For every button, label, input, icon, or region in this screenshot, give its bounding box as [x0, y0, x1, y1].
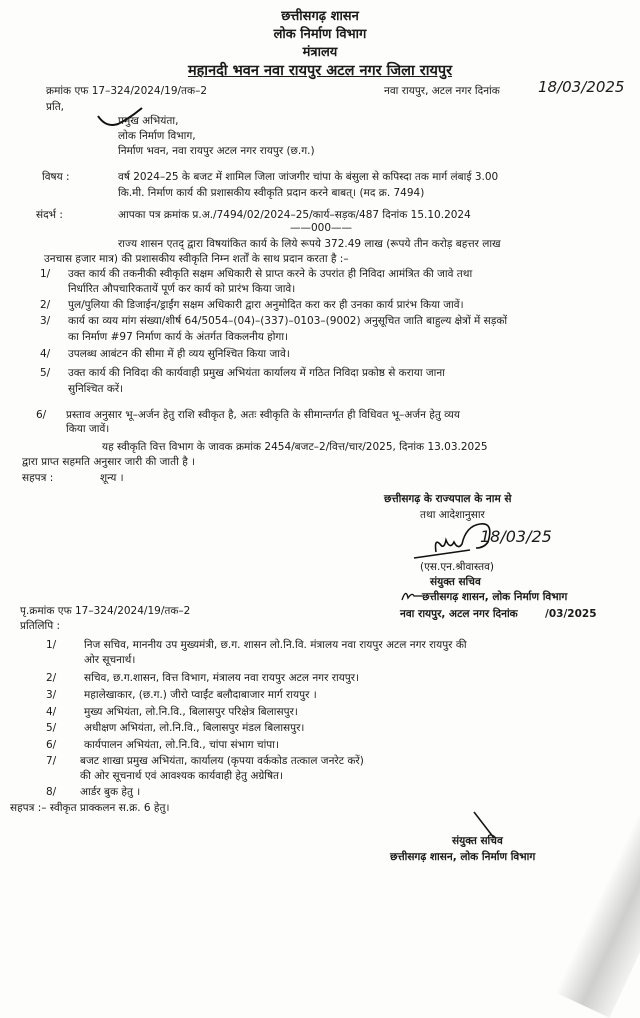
- condition-text: कार्य का व्यय मांग संख्या/शीर्ष 64/5054–(04)–(337)–0103–(9002) अनुसूचित जाति बाहुल्य क्षेत्रों में सड़कों: [68, 315, 508, 327]
- body-intro-2: उनचास हजार मात्र) की प्रशासकीय स्वीकृति निम्न शर्तों के साथ प्रदान करता है :–: [44, 253, 349, 265]
- reference-label: संदर्भ :: [36, 209, 63, 221]
- to-line-2: लोक निर्माण विभाग,: [118, 130, 196, 142]
- copy-recipient: अधीक्षण अभियंता, लो.नि.वि., बिलासपुर मंडल बिलासपुर।: [84, 722, 305, 734]
- condition-text: उक्त कार्य की तकनीकी स्वीकृति सक्षम अधिकारी से प्राप्त करने के उपरांत ही निविदा आमंत्रित की जावे तथा: [68, 268, 473, 280]
- signatory-date: /03/2025: [545, 608, 597, 620]
- to-line-1: प्रमुख अभियंता,: [118, 115, 179, 127]
- copy-number: 8/: [46, 786, 57, 798]
- signatory-dept: छत्तीसगढ़ शासन, लोक निर्माण विभाग: [422, 591, 568, 603]
- header-ministry: मंत्रालय: [302, 45, 338, 60]
- copy-number: 7/: [46, 755, 57, 767]
- copy-number: 3/: [46, 689, 57, 701]
- order-date: 18/03/2025: [538, 78, 625, 96]
- finance-note-2: द्वारा प्राप्त सहमति अनुसार जारी की जाती है ।: [22, 456, 196, 468]
- reference-text: आपका पत्र क्रमांक प्र.अ./7494/02/2024–25/कार्य–सड़क/487 दिनांक 15.10.2024: [118, 209, 471, 221]
- signatory-designation: संयुक्त सचिव: [430, 576, 481, 588]
- condition-number: 6/: [36, 409, 47, 421]
- header-govt: छत्तीसगढ़ शासन: [281, 9, 359, 24]
- condition-text-cont: का निर्माण #97 निर्माण कार्य के अंतर्गत विकलनीय होगा।: [68, 331, 289, 343]
- copy-recipient: बजट शाखा प्रमुख अभियंता, कार्यालय (कृपया वर्ककोड तत्काल जनरेट करें): [80, 755, 364, 767]
- copy-label: प्रतिलिपि :: [20, 620, 61, 632]
- finance-note-1: यह स्वीकृति वित्त विभाग के जावक क्रमांक 2454/बजट–2/वित्त/चार/2025, दिनांक 13.03.2025: [102, 441, 488, 453]
- condition-text-cont: निर्धारित औपचारिकतायें पूर्ण कर कार्य को प्रारंभ किया जावे।: [68, 283, 296, 295]
- copy-recipient: आर्डर बुक हेतु ।: [80, 786, 141, 798]
- footer-dept: छत्तीसगढ़ शासन, लोक निर्माण विभाग: [390, 851, 536, 863]
- to-line-3: निर्माण भवन, नवा रायपुर अटल नगर रायपुर (छ.ग.): [118, 145, 315, 157]
- condition-text: उपलब्ध आबंटन की सीमा में ही व्यय सुनिश्चित किया जावे।: [68, 348, 290, 360]
- signature-order: तथा आदेशानुसार: [420, 509, 485, 521]
- condition-number: 2/: [40, 299, 51, 311]
- condition-text-cont: सुनिश्चित करें।: [68, 383, 124, 395]
- signature-on-behalf: छत्तीसगढ़ के राज्यपाल के नाम से: [384, 493, 512, 505]
- body-intro-1: राज्य शासन एतद् द्वारा विषयांकित कार्य के लिये रूपये 372.49 लाख (रूपये तीन करोड़ बहत्तर लाख: [118, 238, 501, 250]
- to-label: प्रति,: [46, 101, 65, 113]
- condition-text: प्रस्ताव अनुसार भू–अर्जन हेतु राशि स्वीकृत है, अतः स्वीकृति के सीमान्तर्गत ही विधिवत भू–अर्जन हेतु व्यय: [66, 409, 460, 421]
- copy-recipient-cont: ओर सूचनार्थ।: [84, 654, 136, 666]
- header-department: लोक निर्माण विभाग: [273, 27, 367, 42]
- copy-number: 4/: [46, 706, 57, 718]
- order-number: क्रमांक एफ 17–324/2024/19/तक–2: [46, 85, 208, 97]
- condition-number: 5/: [40, 367, 51, 379]
- enclosure-value: शून्य ।: [100, 472, 124, 484]
- subject-line-1: वर्ष 2024–25 के बजट में शामिल जिला जांजगीर चांपा के बंसुला से कपिस्दा तक मार्ग लंबाई 3.00: [118, 171, 499, 183]
- footer-designation: संयुक्त सचिव: [452, 835, 503, 847]
- condition-text: उक्त कार्य की निविदा की कार्यवाही प्रमुख अभियंता कार्यालय में गठित निविदा प्रकोष्ठ से कराया जाना: [68, 367, 445, 379]
- signatory-name: (एस.एन.श्रीवास्तव): [420, 561, 495, 573]
- order-place-date-label: नवा रायपुर, अटल नगर दिनांक: [384, 85, 500, 97]
- condition-text-cont: किया जावें।: [66, 423, 110, 435]
- initials-mark: [400, 588, 424, 602]
- copy-order-number: पृ.क्रमांक एफ 17–324/2024/19/तक–2: [20, 605, 191, 617]
- subject-label: विषय :: [42, 171, 70, 183]
- copy-number: 2/: [46, 672, 57, 684]
- signature-handwritten-date: 18/03/25: [480, 527, 552, 546]
- copy-recipient: निज सचिव, माननीय उप मुख्यमंत्री, छ.ग. शासन लो.नि.वि. मंत्रालय नवा रायपुर अटल नगर रायपुर की: [84, 639, 467, 651]
- copy-number: 1/: [46, 639, 57, 651]
- copy-recipient: महालेखाकार, (छ.ग.) जीरो प्वाईंट बलौदाबाजार मार्ग रायपुर ।: [84, 689, 317, 701]
- copy-recipient-cont: की ओर सूचनार्थ एवं आवश्यक कार्यवाही हेतु अग्रेषित।: [80, 770, 284, 782]
- copy-enclosure: सहपत्र :– स्वीकृत प्राक्कलन स.क्र. 6 हेतु।: [10, 802, 170, 814]
- condition-text: पुल/पुलिया की डिजाईन/ड्राईंग सक्षम अधिकारी द्वारा अनुमोदित करा कर ही उनका कार्य प्रारंभ किया जावें।: [68, 299, 464, 311]
- copy-recipient: कार्यपालन अभियंता, लो.नि.वि., चांपा संभाग चांपा।: [84, 739, 279, 751]
- condition-number: 3/: [40, 315, 51, 327]
- copy-recipient: सचिव, छ.ग.शासन, वित्त विभाग, मंत्रालय नवा रायपुर अटल नगर रायपुर।: [84, 672, 360, 684]
- copy-number: 5/: [46, 722, 57, 734]
- condition-number: 4/: [40, 348, 51, 360]
- copy-recipient: मुख्य अभियंता, लो.नि.वि., बिलासपुर परिक्षेत्र बिलासपुर।: [84, 706, 298, 718]
- subject-line-2: कि.मी. निर्माण कार्य की प्रशासकीय स्वीकृति प्रदान करने बाबत्। (मद क्र. 7494): [118, 187, 425, 199]
- paper-fold-shadow: [555, 702, 640, 1017]
- header-address: महानदी भवन नवा रायपुर अटल नगर जिला रायपुर: [187, 63, 453, 79]
- condition-number: 1/: [40, 268, 51, 280]
- signatory-place-date: नवा रायपुर, अटल नगर दिनांक: [400, 608, 518, 620]
- enclosure-label: सहपत्र :: [22, 472, 54, 484]
- copy-number: 6/: [46, 739, 57, 751]
- separator: ——000——: [290, 222, 353, 234]
